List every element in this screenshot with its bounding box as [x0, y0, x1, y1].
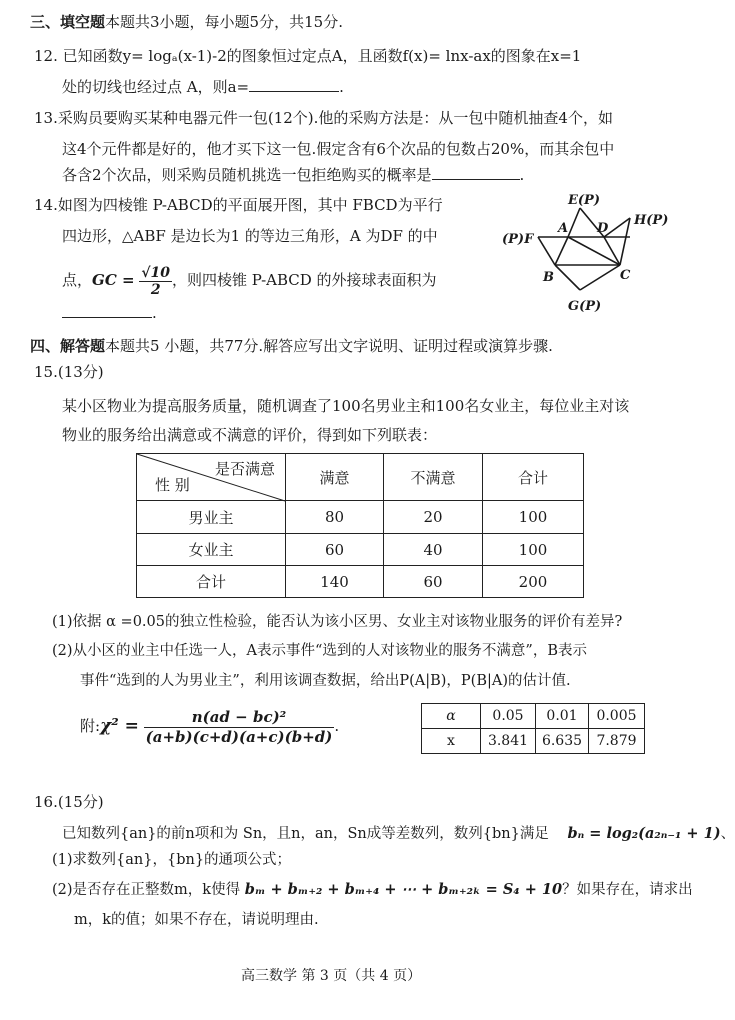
row-label: 女业主	[137, 534, 286, 566]
q16-s2	[52, 880, 693, 900]
table-row	[137, 501, 584, 534]
q12-line2-text: 处的切线也经过点 A，则a=	[62, 78, 250, 96]
table-cell: 20	[384, 501, 483, 534]
section3-title	[30, 12, 343, 32]
q15-header: 15.(13分)	[34, 363, 104, 381]
crit-cell: α	[422, 704, 481, 729]
q13-line2: 这4个元件都是好的，他才买下这一包.假定含有6个次品的包数占20%，而其余包中	[62, 140, 615, 158]
q14-line1: 14.如图为四棱锥 P-ABCD的平面展开图，其中 FBCD为平行	[34, 196, 443, 214]
q14-gc-label: GC =	[92, 271, 135, 289]
crit-cell: 6.635	[536, 729, 589, 754]
q16-s2-rest: ？如果存在，请求出	[562, 882, 693, 898]
q14-line3	[62, 262, 437, 298]
q16-s2-text: (2)是否存在正整数m，k使得	[52, 882, 241, 898]
section4-title	[30, 336, 553, 356]
edge-ab	[555, 237, 568, 265]
table-cell: 200	[483, 566, 584, 598]
pyramid-net-figure	[500, 190, 690, 320]
edge-bg	[555, 265, 580, 290]
q12-line2	[62, 77, 344, 97]
q12-line2-end: .	[339, 78, 344, 96]
label-e: E(P)	[568, 193, 600, 208]
corner-top-label: 是否满意	[214, 460, 275, 478]
q16-bn-formula: bₙ = log₂(a₂ₙ₋₁ + 1)	[567, 825, 721, 842]
q16-p1-text: 已知数列{an}的前n项和为 Sn，且n，an，Sn成等差数列，数列{bn}满足	[62, 826, 549, 842]
q14-frac-den: 2	[150, 281, 161, 298]
chi-end: .	[334, 717, 340, 735]
q14-answer-blank[interactable]	[62, 303, 152, 318]
row-label: 男业主	[137, 501, 286, 534]
edge-fb	[538, 237, 555, 265]
crit-row-alpha	[422, 704, 645, 729]
crit-cell: 7.879	[589, 729, 645, 754]
appendix-label: 附:	[80, 717, 101, 735]
q15-s1: (1)依据 α =0.05的独立性检验，能否认为该小区男、女业主对该物业服务的评价有差异?	[52, 614, 623, 630]
corner-bottom-label: 性 别	[155, 476, 190, 494]
label-b: B	[543, 270, 554, 285]
q13-line3-end: .	[519, 166, 525, 184]
label-f: (P)F	[502, 232, 534, 247]
label-d: D	[597, 221, 609, 236]
table-cell: 100	[483, 501, 584, 534]
q16-p1	[62, 824, 735, 844]
table-cell: 80	[286, 501, 384, 534]
crit-cell: x	[422, 729, 481, 754]
label-a: A	[558, 221, 569, 236]
chi-numerator: n(ad − bc)²	[144, 708, 335, 728]
table-row	[137, 566, 584, 598]
q15-p1: 某小区物业为提高服务质量，随机调查了100名男业主和100名女业主，每位业主对该	[62, 397, 630, 415]
chi-square-formula	[80, 706, 339, 747]
table-row	[137, 534, 584, 566]
table-cell: 60	[384, 566, 483, 598]
col-header: 合计	[483, 454, 584, 501]
crit-row-x	[422, 729, 645, 754]
q14-line4-end: .	[152, 304, 157, 322]
q15-p2: 物业的服务给出满意或不满意的评价，得到如下列联表：	[62, 426, 438, 444]
q14-line3-rest: ，则四棱锥 P-ABCD 的外接球表面积为	[172, 271, 437, 289]
chi-lhs: χ² =	[100, 716, 139, 736]
col-header: 不满意	[384, 454, 483, 501]
col-header: 满意	[286, 454, 384, 501]
critical-value-table	[421, 703, 645, 754]
q13-line1: 13.采购员要购买某种电器元件一包(12个).他的采购方法是：从一包中随机抽查4个，如	[34, 109, 613, 127]
q12-line1: 12. 已知函数y= logₐ(x-1)-2的图象恒过定点A，且函数f(x)= lnx-ax的图象在x=1	[34, 47, 582, 65]
q13-line3	[62, 165, 524, 185]
label-g: G(P)	[568, 299, 602, 314]
q13-line3-text: 各含2个次品，则采购员随机挑选一包拒绝购买的概率是	[62, 166, 432, 184]
crit-cell: 0.05	[481, 704, 536, 729]
crit-cell: 0.005	[589, 704, 645, 729]
label-h: H(P)	[634, 213, 669, 228]
chi-fraction	[144, 708, 335, 747]
table-header-row	[137, 454, 584, 501]
contingency-table	[136, 453, 584, 598]
crit-cell: 0.01	[536, 704, 589, 729]
q15-s2b: 事件“选到的人为男业主”，利用该调查数据，给出P(A|B)，P(B|A)的估计值.	[80, 673, 571, 689]
q14-fraction	[139, 265, 172, 298]
q12-answer-blank[interactable]	[249, 77, 339, 92]
section4-heading: 四、解答题	[30, 337, 106, 355]
section4-desc: 本题共5 小题，共77分.解答应写出文字说明、证明过程或演算步骤.	[105, 337, 553, 355]
q16-s1: (1)求数列{an}，{bn}的通项公式；	[52, 852, 292, 868]
table-cell: 60	[286, 534, 384, 566]
page-footer: 高三数学 第 3 页（共 4 页）	[241, 968, 422, 984]
crit-cell: 3.841	[481, 729, 536, 754]
q16-p1-end: 、	[720, 826, 735, 842]
q16-header: 16.(15分)	[34, 793, 104, 811]
q16-sum-formula: bₘ + bₘ₊₂ + bₘ₊₄ + ⋯ + bₘ₊₂ₖ = S₄ + 10	[244, 881, 563, 898]
q14-line4	[62, 303, 157, 323]
table-cell: 100	[483, 534, 584, 566]
table-cell: 140	[286, 566, 384, 598]
q14-line3-text: 点，	[62, 271, 93, 289]
q15-s2a: (2)从小区的业主中任选一人，A表示事件“选到的人对该物业的服务不满意”，B表示	[52, 643, 587, 659]
q16-s2-line2: m，k的值；如果不存在，请说明理由.	[74, 912, 319, 928]
label-c: C	[620, 268, 631, 283]
table-cell: 40	[384, 534, 483, 566]
q13-answer-blank[interactable]	[432, 165, 520, 180]
chi-denominator: (a+b)(c+d)(a+c)(b+d)	[145, 727, 333, 746]
edge-gc	[580, 265, 620, 290]
edge-ae	[568, 208, 580, 237]
q14-frac-num: √10	[141, 264, 171, 281]
section3-heading: 三、填空题	[30, 13, 106, 31]
section3-desc: 本题共3小题，每小题5分，共15分.	[105, 13, 343, 31]
q14-line2: 四边形，△ABF 是边长为1 的等边三角形，A 为DF 的中	[62, 227, 438, 245]
table-corner-cell	[137, 454, 286, 501]
row-label: 合计	[137, 566, 286, 598]
